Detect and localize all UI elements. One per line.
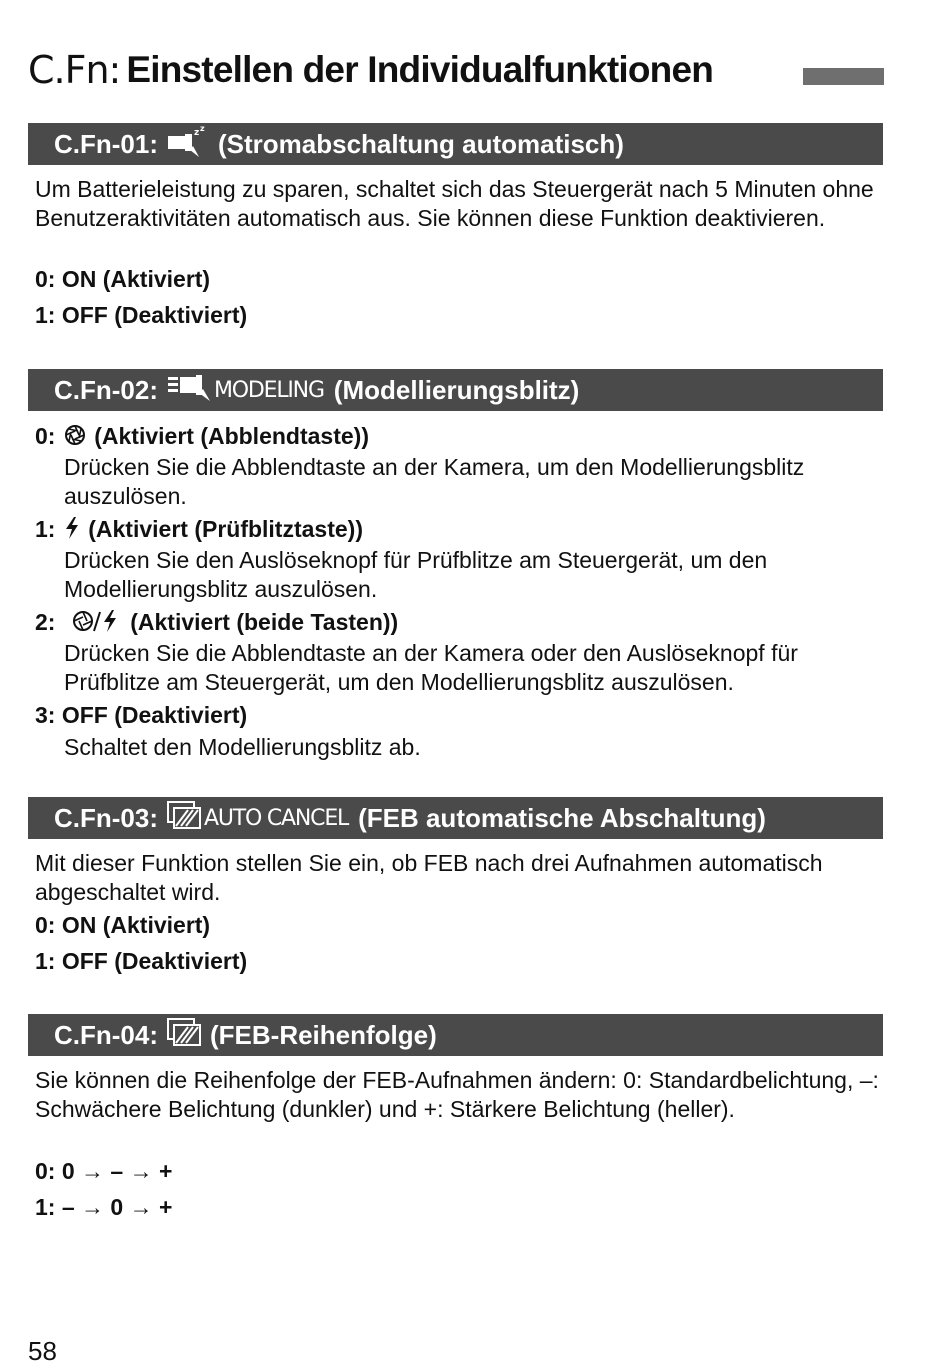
section-name: (FEB automatische Abschaltung) — [358, 802, 766, 833]
option-item — [35, 1193, 172, 1221]
title-decoration-bar — [803, 68, 884, 85]
flash-bolt-icon — [64, 516, 80, 546]
option-number: 3: — [35, 702, 56, 728]
option-item — [35, 1157, 172, 1185]
section-name: (FEB-Reihenfolge) — [210, 1019, 437, 1050]
svg-text:z: z — [194, 127, 200, 138]
option-description: Drücken Sie den Auslöseknopf für Prüfblitze am Steuergerät, um den Modellierungsblitz auszulösen. — [64, 547, 768, 602]
section-header-cfn01 — [28, 123, 883, 165]
feb-icon — [166, 1017, 202, 1054]
option-item — [35, 701, 247, 729]
option-label: OFF (Deaktiviert) — [61, 702, 248, 728]
option-item: 0: ON (Aktiviert) — [35, 912, 211, 938]
option-item: 0: ON (Aktiviert) — [35, 266, 211, 292]
option-description: Schaltet den Modellierungsblitz ab. — [64, 734, 421, 760]
option-description: Drücken Sie die Abblendtaste an der Kamera, um den Modellierungsblitz auszulösen. — [64, 454, 805, 509]
arrow-right-icon: → — [81, 1158, 105, 1184]
modeling-flash-icon — [166, 371, 212, 410]
section-name: (Modellierungsblitz) — [333, 374, 580, 405]
option-item: 1: OFF (Deaktiviert) — [35, 302, 248, 328]
option-label: (Aktiviert (Prüfblitztaste)) — [88, 516, 363, 542]
option-description: Drücken Sie die Abblendtaste an der Kamera oder den Auslöseknopf für Prüfblitze am Steuergerät, um den Modellierungsblitz auszulösen. — [64, 640, 798, 695]
page-title-text: Einstellen der Individualfunktionen — [126, 49, 714, 90]
section-header-cfn02 — [28, 369, 883, 411]
option-label: (Aktiviert (beide Tasten)) — [130, 609, 399, 635]
section-code: C.Fn-01: — [54, 128, 158, 159]
section-code: C.Fn-02: — [54, 374, 158, 405]
feb-icon — [166, 800, 202, 837]
section-header-cfn04 — [28, 1014, 883, 1056]
sequence-step: 0 — [61, 1158, 75, 1184]
section-mode-text: AUTO CANCEL — [204, 805, 349, 831]
section-code: C.Fn-03: — [54, 802, 158, 833]
aperture-icon — [64, 424, 86, 452]
option-item — [35, 608, 398, 639]
option-number: 0: — [35, 423, 56, 449]
option-item — [35, 422, 369, 452]
page-title-prefix: C.Fn: — [28, 48, 121, 92]
section-mode-text: MODELING — [214, 377, 324, 403]
page-title — [28, 42, 888, 98]
sequence-step: – — [61, 1194, 75, 1220]
sequence-step: 0 — [110, 1194, 124, 1220]
sequence-step: + — [159, 1194, 173, 1220]
sleep-flash-icon — [166, 124, 210, 165]
option-number: 1: — [35, 516, 56, 542]
arrow-right-icon: → — [129, 1194, 153, 1220]
section-description: Sie können die Reihenfolge der FEB-Aufnahmen ändern: 0: Standardbelichtung, –: Schwächere Belichtung (dunkler) und +: Stärkere Belichtung (heller). — [35, 1067, 879, 1122]
arrow-right-icon: → — [129, 1158, 153, 1184]
sequence-step: – — [110, 1158, 124, 1184]
option-label: (Aktiviert (Abblendtaste)) — [94, 423, 369, 449]
svg-text:z: z — [200, 123, 205, 133]
section-header-cfn03 — [28, 797, 883, 839]
aperture-flash-icon — [72, 609, 122, 639]
option-item — [35, 515, 363, 546]
section-description: Mit dieser Funktion stellen Sie ein, ob FEB nach drei Aufnahmen automatisch abgeschaltet wird. — [35, 850, 823, 905]
option-number: 2: — [35, 609, 56, 635]
page-number: 58 — [28, 1336, 57, 1366]
option-number: 1: — [35, 1194, 56, 1220]
option-item: 1: OFF (Deaktiviert) — [35, 948, 248, 974]
sequence-step: + — [159, 1158, 173, 1184]
option-number: 0: — [35, 1158, 56, 1184]
section-description: Um Batterieleistung zu sparen, schaltet sich das Steuergerät nach 5 Minuten ohne Benutzeraktivitäten automatisch aus. Sie können diese Funktion deaktivieren. — [35, 176, 874, 231]
section-name: (Stromabschaltung automatisch) — [218, 128, 624, 159]
section-code: C.Fn-04: — [54, 1019, 158, 1050]
arrow-right-icon: → — [81, 1194, 105, 1220]
